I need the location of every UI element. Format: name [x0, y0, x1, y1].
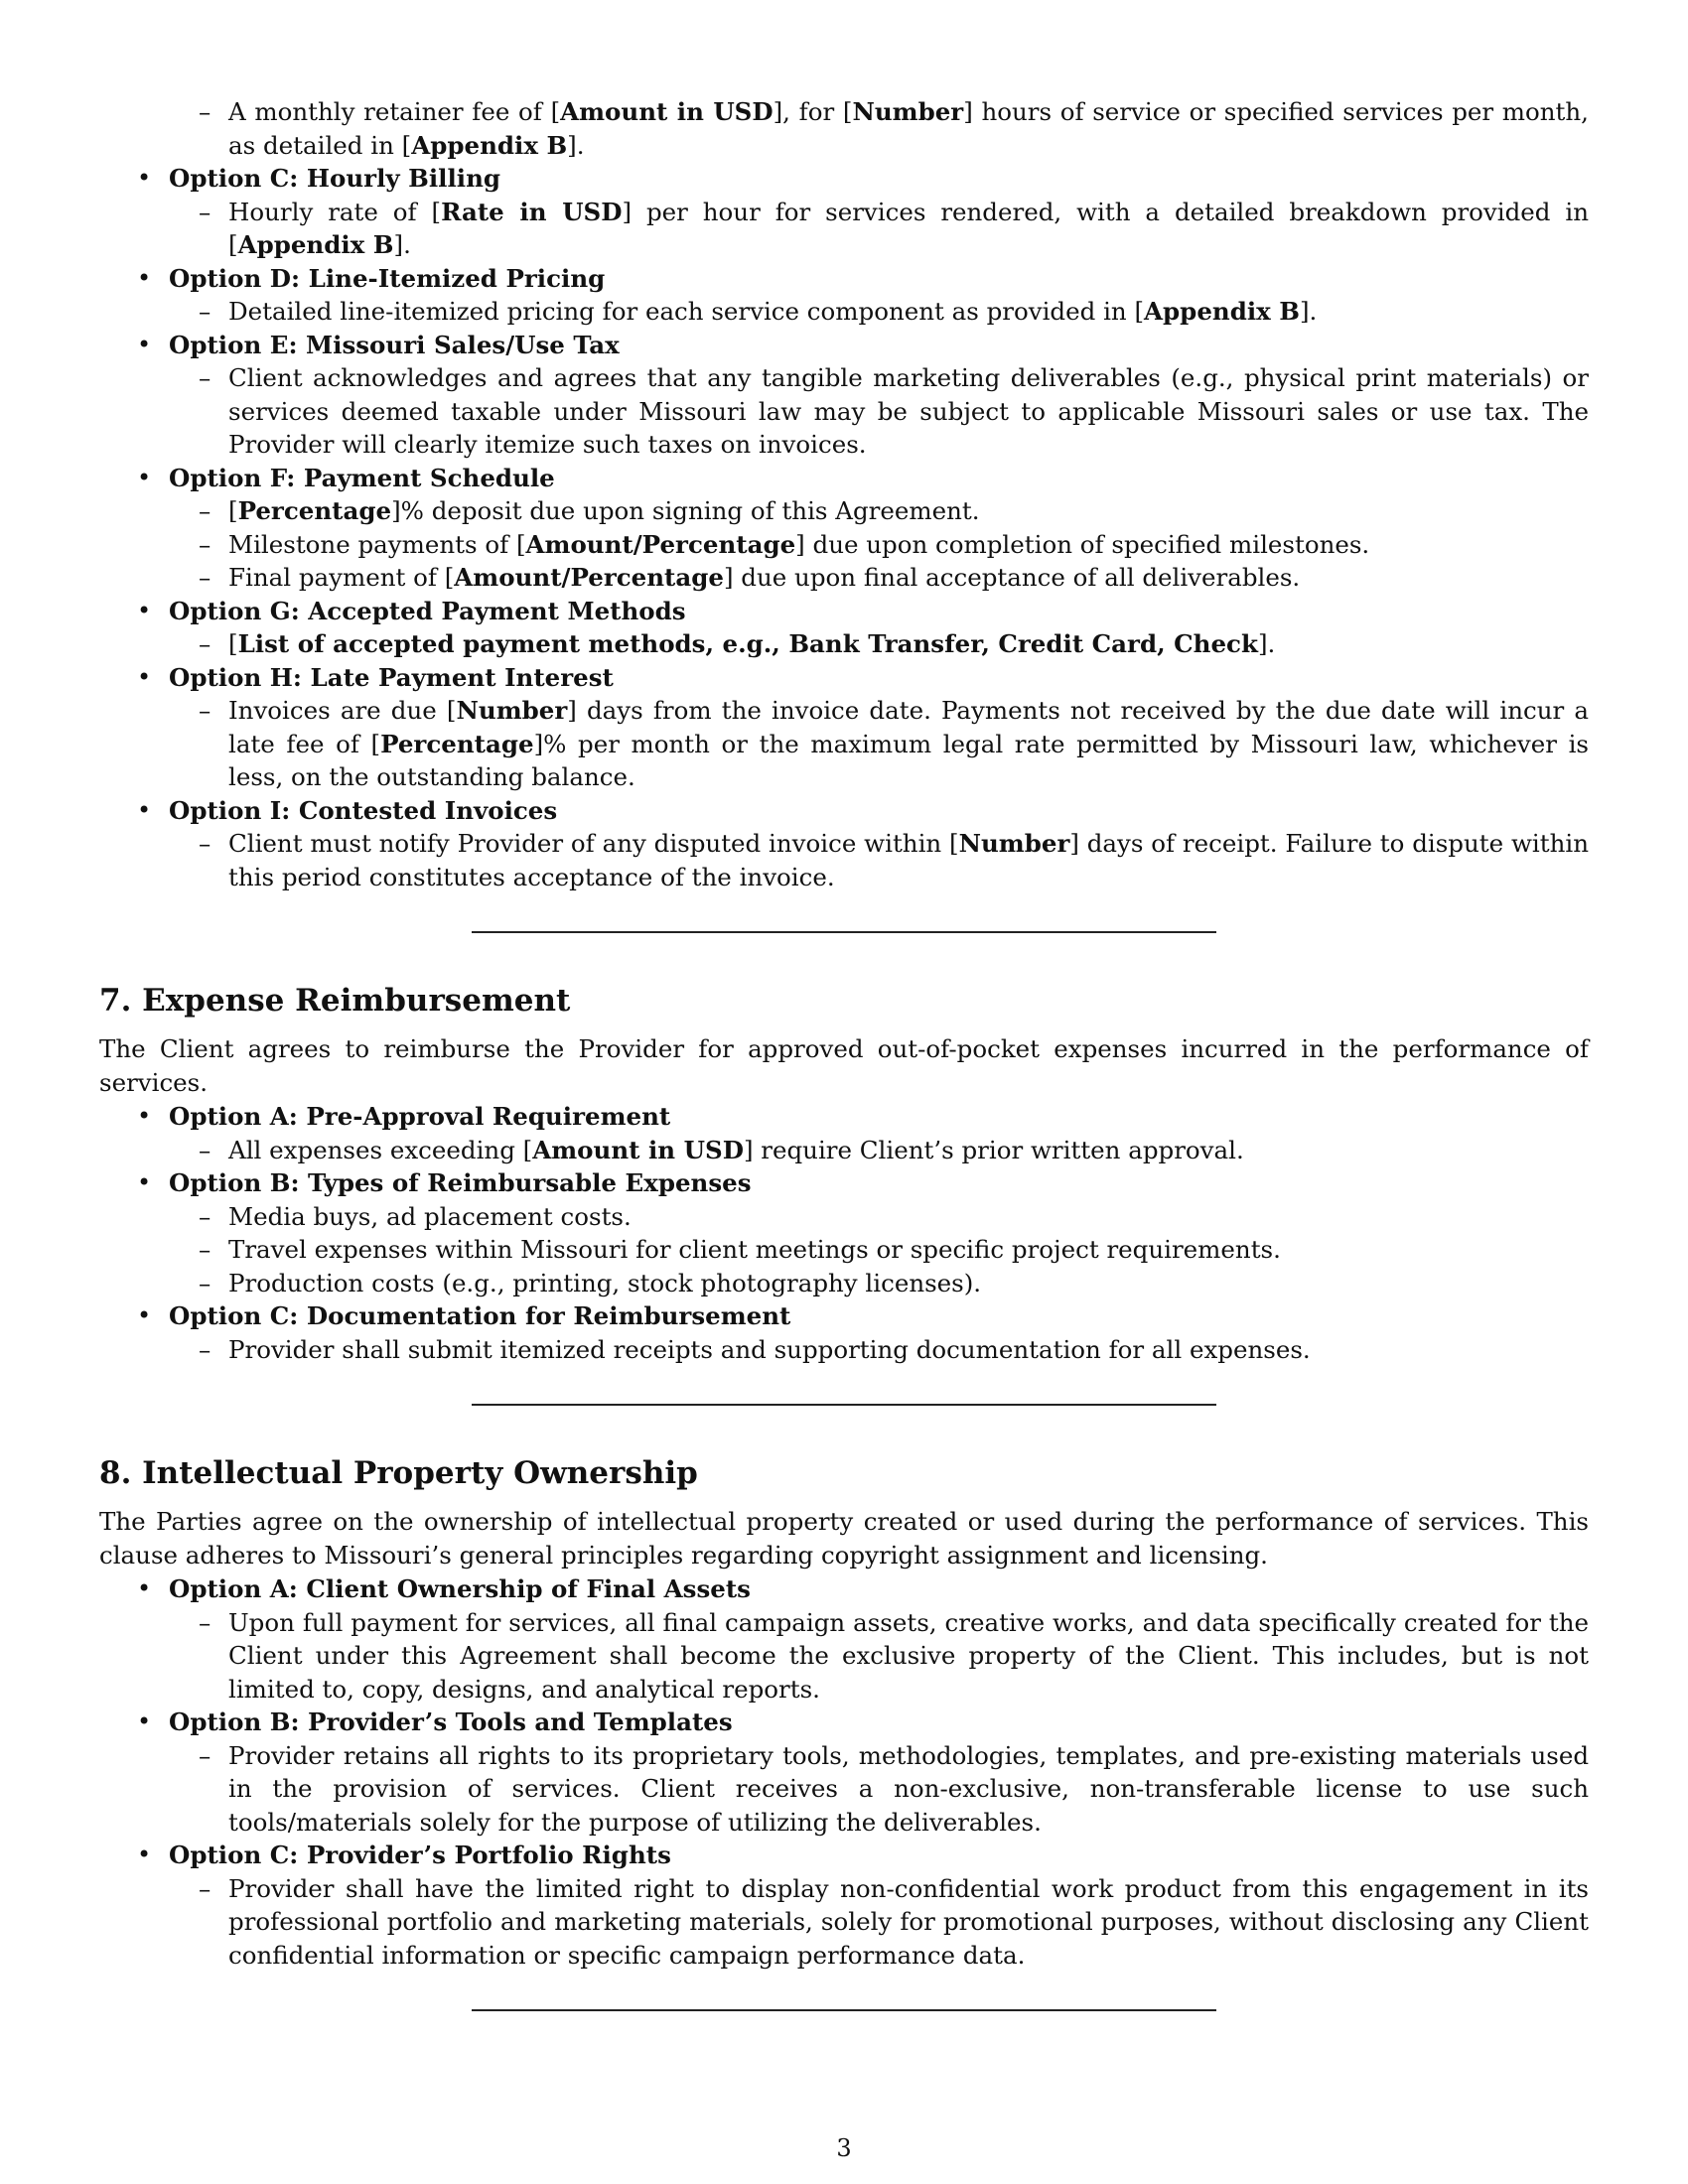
- option-detail-item: [169, 1739, 1589, 1840]
- option-item: [99, 95, 1589, 162]
- text-run: A monthly retainer fee of [: [228, 97, 561, 126]
- text-run: [: [228, 496, 238, 525]
- text-run: [: [228, 629, 238, 658]
- option-item: [99, 1706, 1589, 1839]
- placeholder-field: Amount/Percentage: [454, 563, 724, 592]
- placeholder-field: Appendix B: [1144, 297, 1300, 326]
- option-item: [99, 162, 1589, 262]
- option-item: [99, 329, 1589, 462]
- placeholder-field: Amount in USD: [532, 1135, 744, 1164]
- text-run: ] days from the invoice date. Payments not received by the due date will incur a late fee of [: [228, 696, 1589, 758]
- placeholder-field: Appendix B: [411, 130, 568, 160]
- placeholder-field: Appendix B: [237, 230, 394, 259]
- option-details: [169, 1606, 1589, 1706]
- placeholder-field: Number: [852, 97, 964, 126]
- text-run: Milestone payments of [: [228, 529, 526, 559]
- option-detail-item: [169, 1872, 1589, 1973]
- option-item: [99, 1100, 1589, 1166]
- page-number: 3: [836, 2134, 852, 2162]
- placeholder-field: Rate in USD: [441, 197, 623, 226]
- option-detail-item: [169, 694, 1589, 794]
- option-details: [169, 827, 1589, 893]
- option-title: • Option E: Missouri Sales/Use Tax: [169, 330, 620, 359]
- option-detail-item: [169, 1200, 1589, 1234]
- option-details: [169, 627, 1589, 661]
- option-detail-item: [169, 627, 1589, 661]
- option-title: • Option A: Client Ownership of Final Assets: [169, 1574, 751, 1603]
- text-run: ] hours of service or specified services per month, as detailed in [: [228, 97, 1589, 160]
- section-options-list: [99, 1100, 1589, 1366]
- option-detail-item: [169, 561, 1589, 595]
- text-run: Invoices are due [: [228, 696, 457, 725]
- text-run: All expenses exceeding [: [228, 1135, 533, 1164]
- text-run: ] due upon final acceptance of all deliverables.: [723, 563, 1301, 592]
- option-detail-item: [169, 827, 1589, 893]
- option-details: [169, 361, 1589, 462]
- option-details: [169, 1333, 1589, 1367]
- option-details: [169, 95, 1589, 162]
- text-run: Detailed line-itemized pricing for each service component as provided in [: [228, 297, 1145, 326]
- option-detail-item: [169, 295, 1589, 329]
- option-title: • Option C: Provider’s Portfolio Rights: [169, 1841, 671, 1869]
- option-detail-item: [169, 494, 1589, 528]
- text-run: Provider shall have the limited right to display non-confidential work product from this engagement in its professional portfolio and marketing materials, solely for promotional purposes, without disclosing any Client confidential information or specific campaign performance data.: [228, 1873, 1589, 1970]
- option-detail-item: [169, 1233, 1589, 1267]
- option-detail-item: [169, 1333, 1589, 1367]
- option-detail-item: [169, 1134, 1589, 1167]
- text-run: Client must notify Provider of any disputed invoice within [: [228, 829, 959, 858]
- section-heading: 7. Expense Reimbursement: [99, 983, 571, 1019]
- text-run: Media buys, ad placement costs.: [228, 1201, 632, 1231]
- option-title: • Option B: Types of Reimbursable Expenses: [169, 1168, 752, 1197]
- option-details: [169, 1872, 1589, 1973]
- text-run: Client acknowledges and agrees that any tangible marketing deliverables (e.g., physical print materials) or services deemed taxable under Missouri law may be subject to applicable Missouri sales or use tax. The Provider will clearly itemize such taxes on invoices.: [228, 363, 1589, 459]
- text-run: Final payment of [: [228, 563, 455, 592]
- placeholder-field: Number: [958, 829, 1070, 858]
- text-run: Provider retains all rights to its proprietary tools, methodologies, templates, and pre-existing materials used in the provision of services. Client receives a non-exclusive, non-transferable license to use such tools/materials solely for the purpose of utilizing the deliverables.: [228, 1740, 1589, 1837]
- option-item: [99, 1299, 1589, 1366]
- section-heading: 8. Intellectual Property Ownership: [99, 1455, 698, 1491]
- option-title: • Option C: Documentation for Reimbursement: [169, 1301, 791, 1330]
- text-run: ] days of receipt. Failure to dispute within this period constitutes acceptance of the invoice.: [228, 829, 1589, 891]
- option-title: • Option F: Payment Schedule: [169, 463, 555, 492]
- text-run: Provider shall submit itemized receipts and supporting documentation for all expenses.: [228, 1334, 1311, 1364]
- text-run: ]% deposit due upon signing of this Agreement.: [391, 496, 980, 525]
- option-title: • Option G: Accepted Payment Methods: [169, 596, 686, 625]
- option-item: [99, 595, 1589, 661]
- option-title: • Option B: Provider’s Tools and Templates: [169, 1707, 733, 1736]
- text-run: ].: [567, 130, 585, 160]
- section-intro: The Parties agree on the ownership of intellectual property created or used during the performance of services. This clause adheres to Missouri’s general principles regarding copyright assignment and licensing.: [99, 1507, 1589, 1570]
- text-run: ]% per month or the maximum legal rate permitted by Missouri law, whichever is less, on the outstanding balance.: [228, 729, 1589, 791]
- option-title: • Option H: Late Payment Interest: [169, 662, 614, 692]
- option-detail-item: [169, 196, 1589, 262]
- option-detail-item: [169, 361, 1589, 462]
- payment-options-list: [99, 95, 1589, 893]
- option-title: • Option D: Line-Itemized Pricing: [169, 263, 606, 293]
- option-details: [169, 694, 1589, 794]
- section-intro: The Client agrees to reimburse the Provider for approved out-of-pocket expenses incurred in the performance of services.: [99, 1034, 1589, 1097]
- option-detail-item: [169, 528, 1589, 562]
- text-run: Hourly rate of [: [228, 197, 442, 226]
- contract-section: [99, 981, 1589, 1406]
- text-run: ].: [393, 230, 411, 259]
- option-detail-item: [169, 1267, 1589, 1300]
- option-detail-item: [169, 95, 1589, 162]
- text-run: Upon full payment for services, all final campaign assets, creative works, and data specifically created for the Client under this Agreement shall become the exclusive property of the Client. This includes, but is not limited to, copy, designs, and analytical reports.: [228, 1607, 1589, 1704]
- option-details: [169, 295, 1589, 329]
- sections-container: [99, 981, 1589, 2011]
- option-details: [169, 1739, 1589, 1840]
- option-item: [99, 462, 1589, 595]
- contract-section: [99, 1453, 1589, 2011]
- placeholder-field: Amount/Percentage: [525, 529, 796, 559]
- option-item: [99, 1839, 1589, 1972]
- placeholder-field: Number: [456, 696, 568, 725]
- placeholder-field: Percentage: [380, 729, 534, 758]
- option-detail-item: [169, 1606, 1589, 1706]
- option-title: • Option C: Hourly Billing: [169, 164, 501, 193]
- text-run: Production costs (e.g., printing, stock photography licenses).: [228, 1268, 982, 1297]
- page-content: [99, 95, 1589, 2011]
- section-options-list: [99, 1572, 1589, 1972]
- option-details: [169, 1200, 1589, 1300]
- placeholder-field: List of accepted payment methods, e.g., Bank Transfer, Credit Card, Check: [237, 629, 1258, 658]
- option-item: [99, 1572, 1589, 1706]
- text-run: ], for [: [773, 97, 853, 126]
- section-divider: [472, 1404, 1216, 1406]
- text-run: ] per hour for services rendered, with a detailed breakdown provided in [: [228, 197, 1589, 259]
- option-details: [169, 196, 1589, 262]
- option-title: • Option I: Contested Invoices: [169, 795, 558, 825]
- option-item: [99, 262, 1589, 329]
- text-run: ] require Client’s prior written approval.: [743, 1135, 1244, 1164]
- option-item: [99, 661, 1589, 794]
- option-details: [169, 1134, 1589, 1167]
- placeholder-field: Percentage: [237, 496, 392, 525]
- text-run: ].: [1300, 297, 1318, 326]
- placeholder-field: Amount in USD: [560, 97, 774, 126]
- text-run: Travel expenses within Missouri for client meetings or specific project requirements.: [228, 1235, 1281, 1264]
- option-item: [99, 1166, 1589, 1299]
- option-item: [99, 794, 1589, 894]
- section-divider: [472, 2009, 1216, 2011]
- text-run: ] due upon completion of specified milestones.: [795, 529, 1370, 559]
- text-run: ].: [1257, 629, 1276, 658]
- section-divider: [472, 931, 1216, 933]
- option-details: [169, 494, 1589, 595]
- option-title: • Option A: Pre-Approval Requirement: [169, 1102, 671, 1131]
